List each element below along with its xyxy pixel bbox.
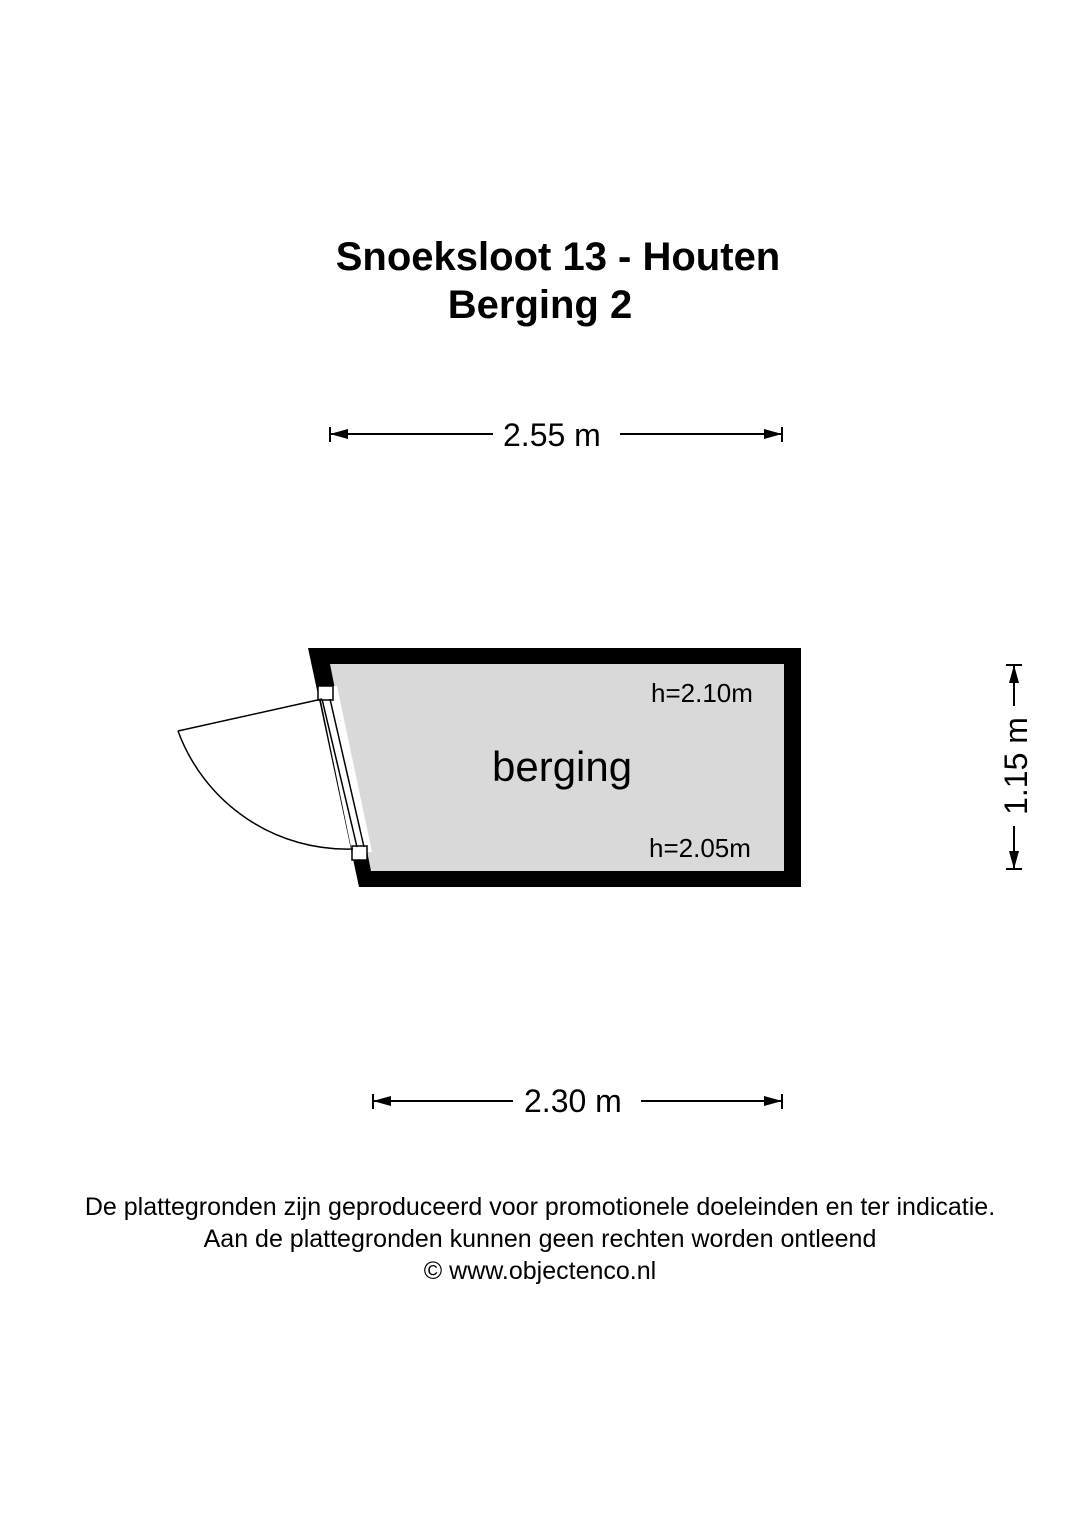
door-jamb-top	[318, 686, 333, 700]
ceiling-height-high: h=2.10m	[651, 678, 753, 708]
page-title: Snoeksloot 13 - Houten	[335, 235, 781, 279]
dimension-bottom-label: 2.30 m	[524, 1083, 622, 1119]
dimension-top-label: 2.55 m	[503, 417, 601, 453]
page-subtitle: Berging 2	[447, 283, 633, 327]
disclaimer-line-2: Aan de plattegronden kunnen geen rechten worden ontleend	[203, 1225, 877, 1253]
dimension-depth-label: 1.15 m	[998, 717, 1034, 815]
copyright-line: © www.objectenco.nl	[423, 1257, 657, 1285]
room-label: berging	[492, 743, 633, 790]
disclaimer-line-1: De plattegronden zijn geproduceerd voor promotionele doeleinden en ter indicatie.	[84, 1193, 996, 1221]
door-jamb-bottom	[352, 846, 367, 860]
ceiling-height-low: h=2.05m	[649, 833, 751, 863]
